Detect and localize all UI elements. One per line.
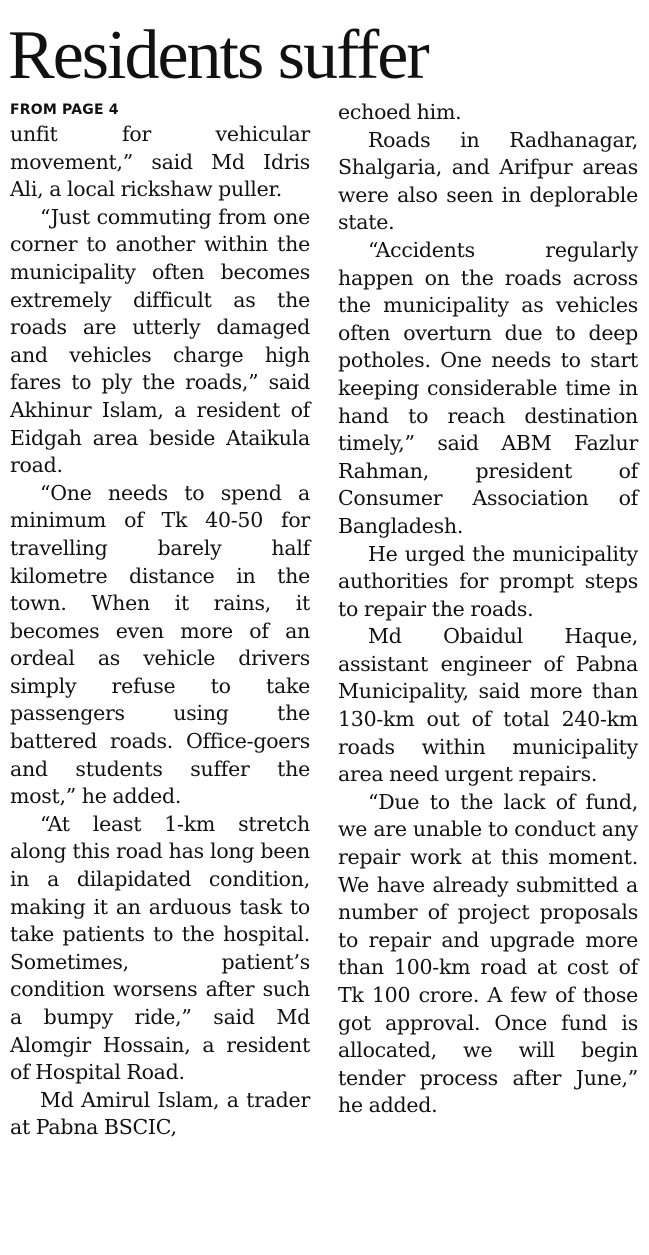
paragraph: Md Obaidul Haque, assistant engineer of Pabna Municipality, said more than 130-km out of total 240-km roads within municipality area need urgent repairs. <box>338 624 638 787</box>
paragraph: Roads in Radhanagar, Shalgaria, and Arifpur areas were also seen in deplorable state. <box>338 127 638 235</box>
paragraph: “Due to the lack of fund, we are unable to conduct any repair work at this moment. We have already submitted a number of project proposals to repair and upgrade more than 100-km road at cost of Tk 100 crore. A few of those got approval. Once fund is allocated, we will begin tender process after June,” he added. <box>338 789 638 1118</box>
paragraph: Md Amirul Islam, a trader at Pabna BSCIC, <box>10 1087 310 1140</box>
paragraph: “At least 1-km stretch along this road has long been in a dilapidated condition, making it an arduous task to take patients to the hospital. Sometimes, patient’s condition worsens after such a bumpy ride,” said Md Alomgir Hossain, a resident of Hospital Road. <box>10 811 310 1085</box>
paragraph: “One needs to spend a minimum of Tk 40-50 for travelling barely half kilometre distance in the town. When it rains, it becomes even more of an ordeal as vehicle drivers simply refuse to take passengers using the battered roads. Office-goers and students suffer the most,” he added. <box>10 480 310 809</box>
jump-label: FROM PAGE 4 <box>10 102 119 118</box>
paragraph: “Accidents regularly happen on the roads across the municipality as vehicles often overturn due to deep potholes. One needs to start keeping considerable time in hand to reach destination timely,” said ABM Fazlur Rahman, president of Consumer Association of Bangladesh. <box>338 237 638 538</box>
paragraph: He urged the municipality authorities for prompt steps to repair the roads. <box>338 541 638 621</box>
paragraph: unfit for vehicular movement,” said Md Idris Ali, a local rickshaw puller. <box>10 122 310 202</box>
headline: Residents suffer <box>8 17 428 94</box>
article-column-left <box>10 99 310 1142</box>
article-column-right <box>338 99 638 1120</box>
paragraph: echoed him. <box>338 100 462 124</box>
paragraph: “Just commuting from one corner to another within the municipality often becomes extremely difficult as the roads are utterly damaged and vehicles charge high fares to ply the roads,” said Akhinur Islam, a resident of Eidgah area beside Ataikula road. <box>10 204 310 478</box>
